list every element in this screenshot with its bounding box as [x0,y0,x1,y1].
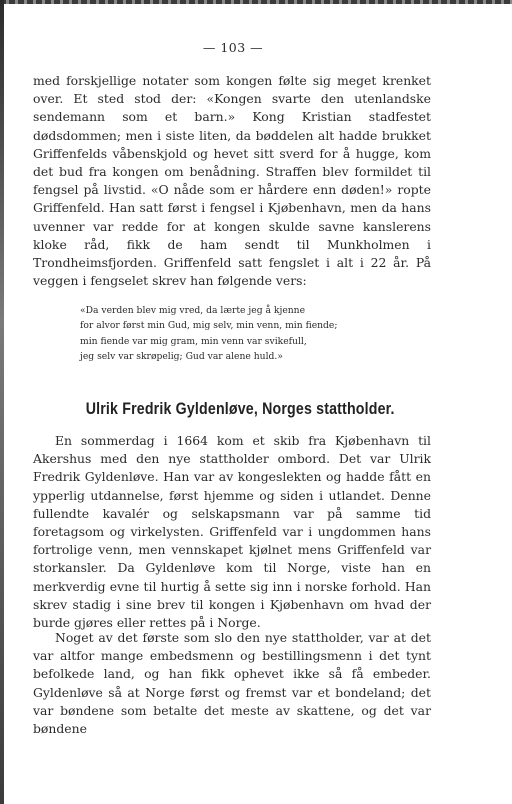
scan-edge-left [0,0,4,804]
paragraph-griffenfeld-sentence: med forskjellige notater som kongen følte sig meget krenket over. Et sted stod der: «Kongen svarte den utenlandske sendemann som et barn.» Kong Kristian stadfestet dødsdommen; men i siste liten, da bøddelen alt hadde brukket Griffenfelds våbenskjold og hevet sitt sverd for å hugge, kom det bud fra kongen om benådning. Straffen blev formildet til fengsel på livstid. «O nåde som er hårdere enn døden!» ropte Griffenfeld. Han satt først i fengsel i Kjøbenhavn, men da hans uvenner var redde for at kongen skulde savne kanslerens kloke råd, fikk de ham sendt til Munkholmen i Trondheimsfjorden. Griffenfeld satt fengslet i alt i 22 år. På veggen i fengselet skrev han følgende vers: [33,73,431,289]
paragraph-gyldenlove-arrival: En sommerdag i 1664 kom et skib fra Kjøbenhavn til Akershus med den nye stattholder ombord. Det var Ulrik Fredrik Gyldenløve. Han var av kongeslekten og hadde fått en ypperlig utdannelse, først hjemme og siden i utlandet. Denne fullendte kavalér og selskapsmann var på samme tid foretagsom og virkelysten. Griffenfeld var i ungdommen hans fortrolige venn, men vennskapet kjølnet mens Griffenfeld var storkansler. Da Gyldenløve kom til Norge, viste han en merkverdig evne til hurtig å sette sig inn i norske forhold. Han skrev stadig i sine brev til kongen i Kjøbenhavn om hvad der burde gjøres eller rettes på i Norge. [33,433,431,631]
paragraph-stattholder-reforms: Noget av det første som slo den nye stattholder, var at det var altfor mange embedsmenn og bestillingsmenn i det tynt befolkede land, og han fikk ophevet ikke så få embeder. Gyldenløve så at Norge først og fremst var et bondeland; det var bøndene som betalte det meste av skattene, og det var bøndene [33,630,431,737]
verse-line: jeg selv var skrøpelig; Gud var alene huld.» [80,351,283,363]
verse-line: «Da verden blev mig vred, da lærte jeg å kjenne [80,305,306,316]
verse-line: min fiende var mig gram, min venn var svikefull, [80,335,307,347]
page-number: — 103 — [202,40,264,55]
verse-line: for alvor først min Gud, mig selv, min venn, min fiende; [80,320,338,332]
section-heading: Ulrik Fredrik Gyldenløve, Norges stattholder. [85,400,395,418]
book-page [33,0,433,804]
prison-verse [80,303,420,365]
